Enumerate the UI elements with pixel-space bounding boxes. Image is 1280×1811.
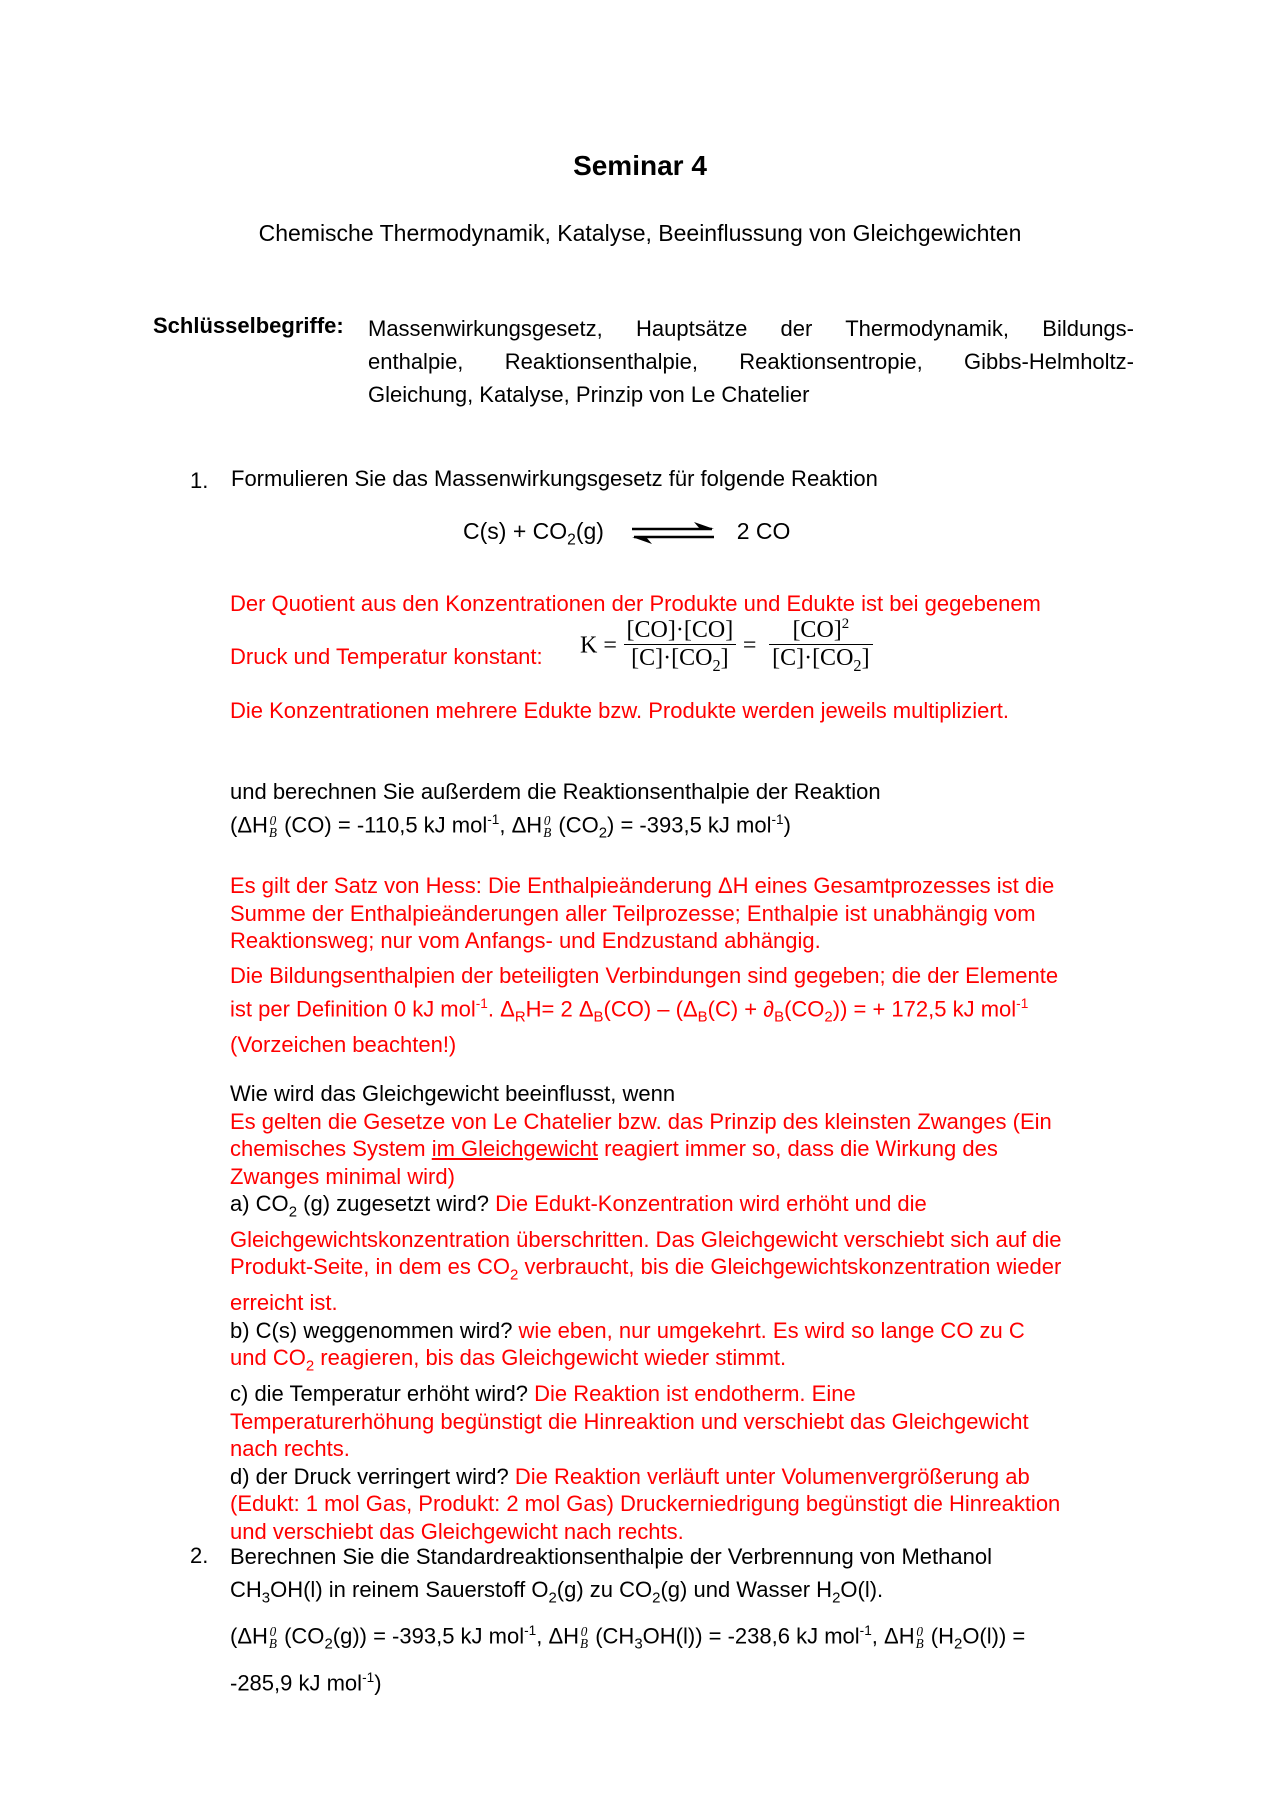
answer-line: Gleichgewichtskonzentration überschritten. Das Gleichgewicht verschiebt sich auf die [230,1226,1062,1252]
text-span: ) [783,812,791,838]
answer-line [230,990,1058,1031]
question-line: Wie wird das Gleichgewicht beeinflusst, wenn [230,1081,676,1106]
subscript: R [514,1008,526,1026]
text-span: (g) zu CO [556,1577,653,1602]
answer-line: Druck und Temperatur konstant: [230,644,543,669]
keywords-line: Gleichung, Katalyse, Prinzip von Le Chatelier [368,382,810,407]
answer-span: Die Reaktion verläuft unter Volumenvergrößerung ab [514,1463,1030,1489]
answer-span: Die Edukt-Konzentration wird erhöht und die [495,1191,927,1216]
std-sup: 0 [580,1624,588,1640]
sub-question-b [230,1317,1130,1345]
text-span: (ΔH [230,1623,268,1649]
subscript: 2 [953,1636,963,1654]
formula-numerator [769,616,872,645]
answer-span: wie eben, nur umgekehrt. Es wird so lange CO zu C [518,1317,1025,1343]
question-block [230,1540,1025,1699]
subscript: B [593,1008,604,1026]
text-span: CH [230,1577,262,1602]
subscript: 2 [824,1008,833,1026]
standard-state-symbol [543,812,552,840]
text-span: O(l)) = [962,1623,1026,1649]
subscript: 2 [598,824,608,842]
std-sup: 0 [916,1624,923,1640]
formula-fraction [769,616,872,676]
question-line [230,1573,1025,1614]
keywords-line: enthalpie, Reaktionsenthalpie, Reaktionsentropie, Gibbs-Helmholtz- [368,349,1134,374]
keywords-label: Schlüsselbegriffe: [153,313,344,338]
text-span: -285,9 kJ mol [230,1670,363,1696]
text-span: (g)) = -393,5 kJ mol [332,1623,525,1649]
reaction-equation [463,518,790,550]
answer-line: (Vorzeichen beachten!) [230,1031,457,1057]
answer-line [230,1135,1130,1163]
text-span: (CO) = -110,5 kJ mol [277,812,488,838]
standard-state-symbol [269,1626,277,1650]
equation-left: C(s) + CO [463,518,568,544]
subscript: 2 [305,1357,315,1375]
text-span: reagiert immer so, dass die Wirkung des [598,1136,998,1161]
subscript: 2 [652,1589,661,1607]
text-span: , ΔH [871,1623,915,1649]
mass-action-formula [580,616,873,676]
answer-line: (Edukt: 1 mol Gas, Produkt: 2 mol Gas) Druckerniedrigung begünstigt die Hinreaktion [230,1491,1061,1517]
standard-state-symbol [268,812,277,840]
text-span: )) = + 172,5 kJ mol [832,995,1017,1021]
std-sub: B [268,824,277,840]
text-span: a) CO [230,1191,289,1216]
subscript: 2 [548,1589,557,1607]
text-span: OH(l)) = -238,6 kJ mol [642,1623,860,1649]
sub-question-a [230,1190,1130,1226]
answer-line: und verschiebt das Gleichgewicht nach rechts. [230,1518,684,1544]
answer-line: Die Bildungsenthalpien der beteiligten Verbindungen sind gegeben; die der Elemente [230,963,1059,988]
text-span: ) = -393,5 kJ mol [607,812,772,838]
answer-line: Summe der Enthalpieänderungen aller Teilprozesse; Enthalpie ist unabhängig vom [230,900,1036,926]
text-span: reagieren, bis das Gleichgewicht wieder stimmt. [314,1345,787,1371]
standard-state-symbol [916,1626,924,1650]
question-line: Berechnen Sie die Standardreaktionsenthalpie der Verbrennung von Methanol [230,1544,992,1569]
text-span: b) C(s) weggenommen wird? [230,1317,519,1343]
sub-question-d [230,1463,1130,1491]
answer-line: Die Konzentrationen mehrere Edukte bzw. Produkte werden jeweils multipliziert. [230,698,1009,723]
std-sub: B [915,1635,924,1651]
answer-line: Temperaturerhöhung begünstigt die Hinreaktion und verschiebt das Gleichgewicht [230,1408,1029,1434]
equation-left-end: (g) [575,518,604,544]
exponent: -1 [362,1670,375,1686]
text-span: , ΔH [536,1623,580,1649]
subscript: 2 [288,1203,298,1221]
exponent: -1 [771,812,784,827]
answer-line [230,1344,1130,1380]
formula-fraction [624,617,737,676]
text-span: (CO [552,812,599,838]
answer-line: Reaktionsweg; nur vom Anfangs- und Endzustand abhängig. [230,928,821,953]
text-span: d) der Druck verringert wird? [230,1463,515,1489]
answer-span: Die Reaktion ist endotherm. Eine [534,1381,856,1407]
formula-num-text: [CO] [792,617,842,643]
subscript: 2 [324,1636,333,1654]
page-subtitle: Chemische Thermodynamik, Katalyse, Beeinflussung von Gleichgewichten [258,220,1022,246]
answer-line: Der Quotient aus den Konzentrationen der Produkte und Edukte ist bei gegebenem [230,591,1041,616]
text-span: H= 2 Δ [525,995,594,1021]
subscript: B [774,1008,785,1026]
formula-equals: = [742,632,757,659]
text-span: . Δ [487,995,515,1021]
question-number: 1. [190,468,209,493]
equation-right: 2 CO [736,518,791,544]
question-text [230,806,791,847]
subscript: 3 [634,1636,643,1654]
text-span: (C) + ∂ [707,995,775,1021]
text-span: (CH [589,1623,635,1649]
subscript: B [697,1008,708,1026]
text-span: chemisches System [230,1136,432,1161]
exponent: -1 [487,812,500,827]
question-line [230,1661,1025,1699]
text-span: (CO [277,1623,325,1649]
formula-numerator: [CO]·[CO] [624,617,737,645]
subscript: 2 [832,1589,841,1607]
formula-sub: 2 [853,655,862,675]
answer-block [230,872,1054,955]
answer-line: Es gilt der Satz von Hess: Die Enthalpieänderung ΔH eines Gesamtprozesses ist die [230,873,1055,898]
std-sup: 0 [269,1624,277,1640]
formula-sub: 2 [712,655,721,675]
exponent: -1 [475,995,488,1011]
text-span: (CO [784,995,825,1021]
std-sup: 0 [543,812,551,828]
text-span: ) [374,1670,382,1696]
equation-subscript: 2 [567,531,576,549]
formula-denominator: $[C]\cdot[CO_2]$ [772,645,870,675]
keywords-line: Massenwirkungsgesetz, Hauptsätze der Thermodynamik, Bildungs- [368,316,1134,341]
answer-line: erreicht ist. [230,1290,338,1316]
text-span: (H [924,1623,954,1649]
answer-block [230,962,1058,1058]
answer-line: Zwanges minimal wird) [230,1163,455,1189]
question-text: Formulieren Sie das Massenwirkungsgesetz für folgende Reaktion [231,466,878,491]
formula-k: K = [580,632,617,659]
subscript: 2 [510,1266,519,1284]
std-sub: B [268,1635,277,1651]
formula-den-text: [C]·[CO [631,644,713,671]
std-sub: B [580,1635,589,1651]
std-sup: 0 [269,812,277,828]
text-span: ist per Definition 0 kJ mol [230,995,476,1021]
answer-line [230,1253,1130,1289]
formula-sup: 2 [841,616,850,632]
exponent: -1 [1016,995,1029,1011]
subscript: 3 [261,1589,271,1607]
exponent: -1 [524,1623,537,1639]
text-span: c) die Temperatur erhöht wird? [230,1381,535,1407]
standard-state-symbol [580,1626,588,1650]
answer-line: nach rechts. [230,1436,350,1462]
text-span: (g) und Wasser H [660,1577,833,1602]
text-span: (ΔH [230,812,268,838]
exponent: -1 [859,1623,872,1639]
text-span: O(l). [840,1577,884,1602]
equilibrium-arrow-icon [630,522,716,544]
formula-den-text: [C]·[CO [772,645,854,671]
equilibrium-block [230,1080,1130,1545]
question-line [230,1614,1025,1661]
text-span: Produkt-Seite, in dem es CO [230,1254,511,1280]
keywords-text [368,312,1134,411]
text-span: und CO [230,1345,306,1371]
text-span: OH(l) in reinem Sauerstoff O [270,1577,549,1602]
question-text: und berechnen Sie außerdem die Reaktionsenthalpie der Reaktion [230,779,881,804]
underlined-text: im Gleichgewicht [431,1136,599,1161]
text-span: , ΔH [499,812,543,838]
text-span: (g) zugesetzt wird? [297,1191,496,1216]
question-number: 2. [190,1543,209,1568]
page-title: Seminar 4 [573,150,707,181]
answer-line: Es gelten die Gesetze von Le Chatelier bzw. das Prinzip des kleinsten Zwanges (Ein [230,1108,1052,1134]
sub-question-c [230,1380,1130,1408]
std-sub: B [543,824,552,840]
text-span: (CO) – (Δ [603,995,698,1021]
text-span: verbraucht, bis die Gleichgewichtskonzentration wieder [518,1254,1062,1280]
formula-denominator: $[C]\cdot[CO_2]$ [631,644,729,675]
